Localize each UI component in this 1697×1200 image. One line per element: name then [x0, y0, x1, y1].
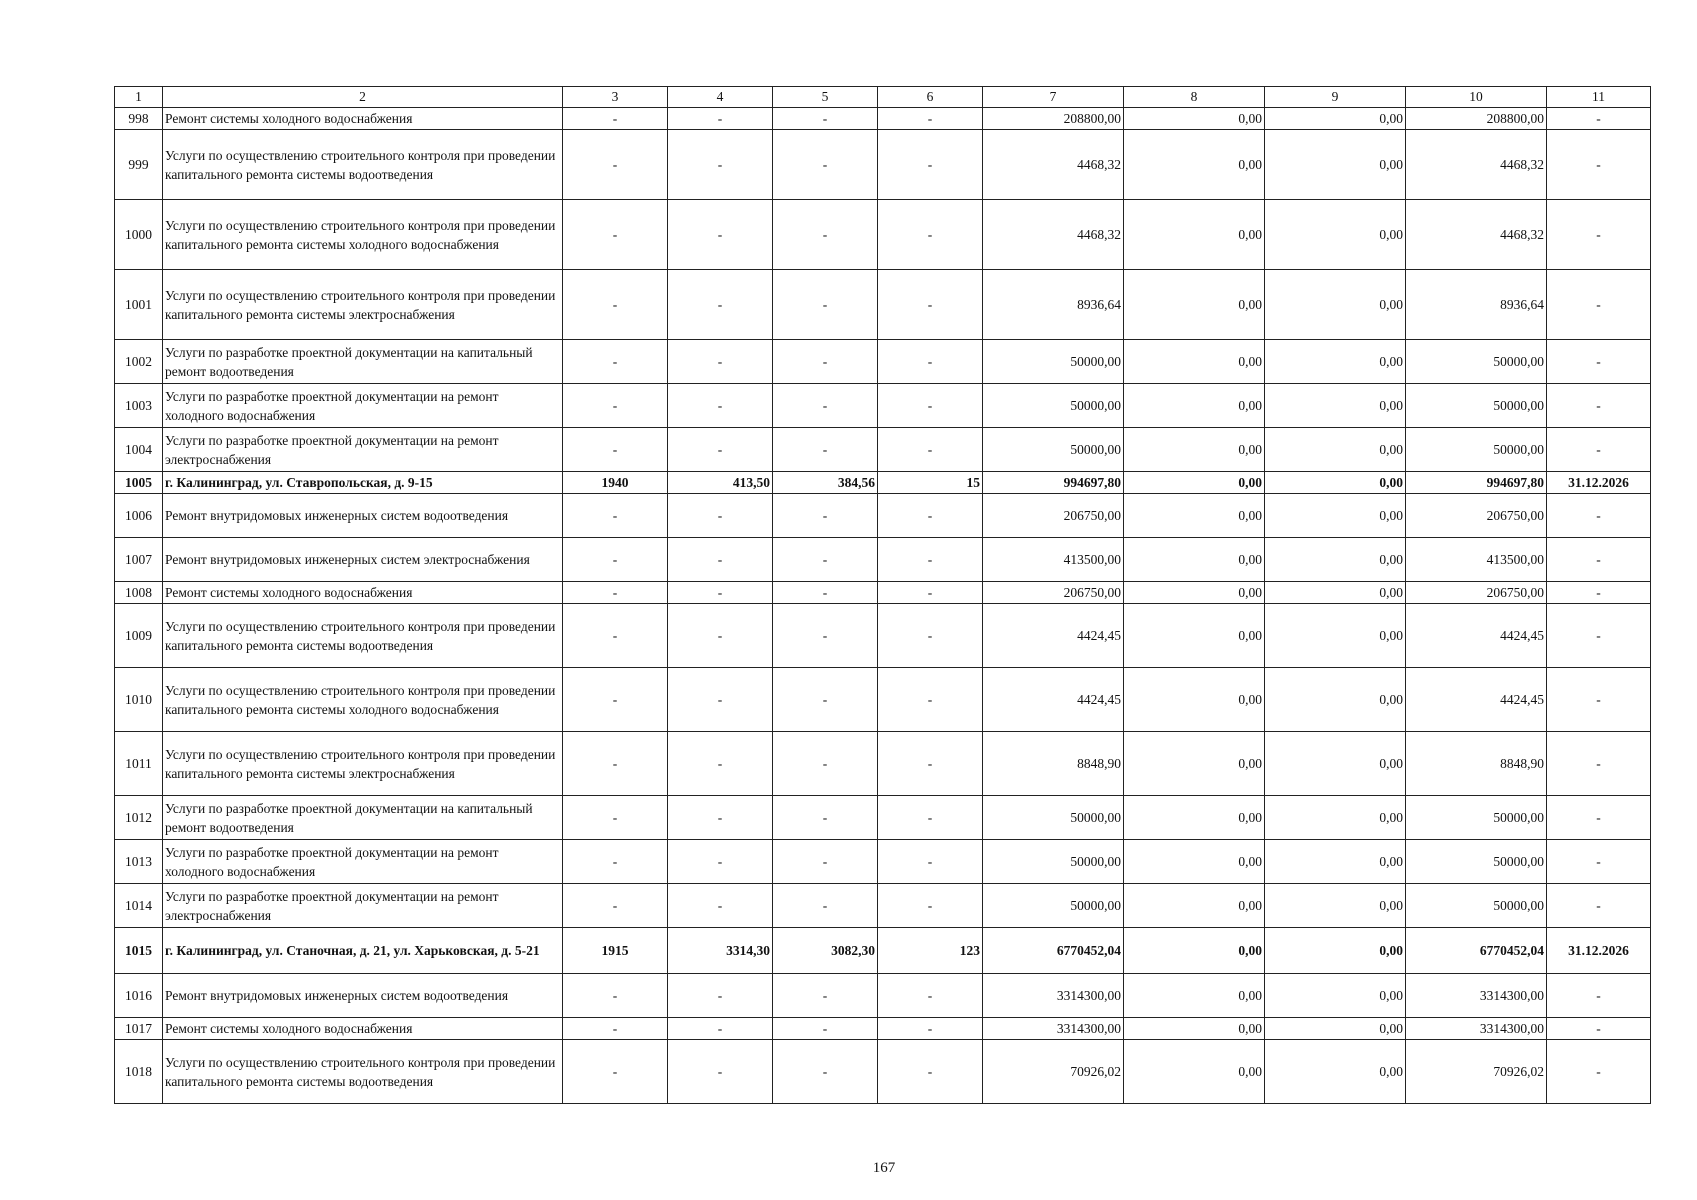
col11-date-cell: - — [1547, 340, 1651, 384]
table-row — [115, 582, 1651, 604]
col8-amount-cell: 0,00 — [1124, 270, 1265, 340]
col7-amount-cell: 50000,00 — [983, 384, 1124, 428]
col8-amount-cell: 0,00 — [1124, 538, 1265, 582]
table-row — [115, 200, 1651, 270]
col6-cell: - — [878, 428, 983, 472]
row-number-cell: 1006 — [115, 494, 163, 538]
col5-cell: - — [773, 1018, 878, 1040]
col7-amount-cell: 50000,00 — [983, 340, 1124, 384]
col8-amount-cell: 0,00 — [1124, 668, 1265, 732]
col10-amount-cell: 50000,00 — [1406, 340, 1547, 384]
col4-cell: - — [668, 796, 773, 840]
col3-cell: - — [563, 428, 668, 472]
col5-cell: - — [773, 384, 878, 428]
col5-cell: - — [773, 538, 878, 582]
col6-cell: - — [878, 340, 983, 384]
capital-repair-table — [114, 86, 1651, 1104]
column-number-header-row — [115, 87, 1651, 108]
col9-amount-cell: 0,00 — [1265, 884, 1406, 928]
col10-amount-cell: 70926,02 — [1406, 1040, 1547, 1104]
row-number-cell: 1014 — [115, 884, 163, 928]
row-number-cell: 1009 — [115, 604, 163, 668]
col8-amount-cell: 0,00 — [1124, 428, 1265, 472]
col8-amount-cell: 0,00 — [1124, 1018, 1265, 1040]
col10-amount-cell: 50000,00 — [1406, 884, 1547, 928]
col4-cell: - — [668, 130, 773, 200]
col9-amount-cell: 0,00 — [1265, 1040, 1406, 1104]
col7-amount-cell: 206750,00 — [983, 582, 1124, 604]
column-header: 10 — [1406, 87, 1547, 108]
col8-amount-cell: 0,00 — [1124, 604, 1265, 668]
column-header: 11 — [1547, 87, 1651, 108]
column-header: 3 — [563, 87, 668, 108]
col9-amount-cell: 0,00 — [1265, 428, 1406, 472]
col5-cell: - — [773, 428, 878, 472]
col6-cell: - — [878, 796, 983, 840]
col9-amount-cell: 0,00 — [1265, 668, 1406, 732]
table-row — [115, 340, 1651, 384]
col9-amount-cell: 0,00 — [1265, 928, 1406, 974]
col9-amount-cell: 0,00 — [1265, 472, 1406, 494]
col5-cell: - — [773, 1040, 878, 1104]
col11-date-cell: - — [1547, 384, 1651, 428]
table-row — [115, 840, 1651, 884]
col3-cell: - — [563, 270, 668, 340]
col5-cell: - — [773, 604, 878, 668]
col4-cell: - — [668, 494, 773, 538]
row-number-cell: 1007 — [115, 538, 163, 582]
row-number-cell: 1010 — [115, 668, 163, 732]
col8-amount-cell: 0,00 — [1124, 472, 1265, 494]
col11-date-cell: - — [1547, 732, 1651, 796]
col9-amount-cell: 0,00 — [1265, 130, 1406, 200]
col6-cell: - — [878, 384, 983, 428]
col4-cell: - — [668, 340, 773, 384]
row-number-cell: 1005 — [115, 472, 163, 494]
work-description-cell: Услуги по разработке проектной документации на капитальный ремонт водоотведения — [163, 340, 563, 384]
col4-cell: - — [668, 384, 773, 428]
col6-cell: - — [878, 130, 983, 200]
table-row — [115, 884, 1651, 928]
page-number: 167 — [872, 1160, 896, 1176]
col6-cell: - — [878, 200, 983, 270]
col10-amount-cell: 4424,45 — [1406, 604, 1547, 668]
col3-cell: 1915 — [563, 928, 668, 974]
col4-cell: - — [668, 1018, 773, 1040]
col8-amount-cell: 0,00 — [1124, 884, 1265, 928]
col5-cell: - — [773, 270, 878, 340]
col11-date-cell: - — [1547, 428, 1651, 472]
col10-amount-cell: 413500,00 — [1406, 538, 1547, 582]
col5-cell: - — [773, 340, 878, 384]
col11-date-cell: - — [1547, 604, 1651, 668]
work-description-cell: Ремонт системы холодного водоснабжения — [163, 1018, 563, 1040]
work-description-cell: Ремонт внутридомовых инженерных систем водоотведения — [163, 974, 563, 1018]
col11-date-cell: 31.12.2026 — [1547, 472, 1651, 494]
col6-cell: - — [878, 582, 983, 604]
work-description-cell: Услуги по осуществлению строительного контроля при проведении капитального ремонта системы холодного водоснабжения — [163, 668, 563, 732]
table-row — [115, 428, 1651, 472]
col4-cell: - — [668, 428, 773, 472]
col11-date-cell: - — [1547, 668, 1651, 732]
col7-amount-cell: 4424,45 — [983, 668, 1124, 732]
col4-cell: - — [668, 1040, 773, 1104]
col7-amount-cell: 8936,64 — [983, 270, 1124, 340]
row-number-cell: 1001 — [115, 270, 163, 340]
col7-amount-cell: 8848,90 — [983, 732, 1124, 796]
col11-date-cell: - — [1547, 582, 1651, 604]
col10-amount-cell: 50000,00 — [1406, 384, 1547, 428]
col5-cell: 3082,30 — [773, 928, 878, 974]
col8-amount-cell: 0,00 — [1124, 840, 1265, 884]
col7-amount-cell: 206750,00 — [983, 494, 1124, 538]
table-row — [115, 1040, 1651, 1104]
row-number-cell: 1015 — [115, 928, 163, 974]
col8-amount-cell: 0,00 — [1124, 582, 1265, 604]
col5-cell: - — [773, 130, 878, 200]
col10-amount-cell: 8936,64 — [1406, 270, 1547, 340]
col10-amount-cell: 4468,32 — [1406, 130, 1547, 200]
col5-cell: - — [773, 884, 878, 928]
col6-cell: - — [878, 668, 983, 732]
col4-cell: - — [668, 270, 773, 340]
col3-cell: - — [563, 582, 668, 604]
col9-amount-cell: 0,00 — [1265, 538, 1406, 582]
col3-cell: - — [563, 1040, 668, 1104]
work-description-cell: Услуги по разработке проектной документации на ремонт холодного водоснабжения — [163, 840, 563, 884]
col8-amount-cell: 0,00 — [1124, 108, 1265, 130]
row-number-cell: 1000 — [115, 200, 163, 270]
col6-cell: - — [878, 494, 983, 538]
row-number-cell: 1002 — [115, 340, 163, 384]
row-number-cell: 1016 — [115, 974, 163, 1018]
table-row — [115, 1018, 1651, 1040]
row-number-cell: 1003 — [115, 384, 163, 428]
col10-amount-cell: 994697,80 — [1406, 472, 1547, 494]
column-header: 9 — [1265, 87, 1406, 108]
col11-date-cell: - — [1547, 270, 1651, 340]
col10-amount-cell: 50000,00 — [1406, 428, 1547, 472]
row-number-cell: 998 — [115, 108, 163, 130]
col7-amount-cell: 3314300,00 — [983, 974, 1124, 1018]
col7-amount-cell: 50000,00 — [983, 840, 1124, 884]
work-description-cell: Услуги по разработке проектной документации на ремонт электроснабжения — [163, 884, 563, 928]
work-description-cell: Услуги по осуществлению строительного контроля при проведении капитального ремонта системы холодного водоснабжения — [163, 200, 563, 270]
col4-cell: - — [668, 582, 773, 604]
col11-date-cell: - — [1547, 494, 1651, 538]
col6-cell: - — [878, 604, 983, 668]
column-header: 5 — [773, 87, 878, 108]
col7-amount-cell: 994697,80 — [983, 472, 1124, 494]
col11-date-cell: 31.12.2026 — [1547, 928, 1651, 974]
table-row — [115, 668, 1651, 732]
col5-cell: - — [773, 108, 878, 130]
work-description-cell: г. Калининград, ул. Ставропольская, д. 9-15 — [163, 472, 563, 494]
col3-cell: - — [563, 494, 668, 538]
col10-amount-cell: 50000,00 — [1406, 840, 1547, 884]
work-description-cell: Ремонт системы холодного водоснабжения — [163, 582, 563, 604]
col3-cell: - — [563, 974, 668, 1018]
column-header: 2 — [163, 87, 563, 108]
address-summary-row — [115, 928, 1651, 974]
table-row — [115, 604, 1651, 668]
col4-cell: - — [668, 604, 773, 668]
col6-cell: - — [878, 1018, 983, 1040]
col3-cell: - — [563, 538, 668, 582]
col8-amount-cell: 0,00 — [1124, 384, 1265, 428]
row-number-cell: 1012 — [115, 796, 163, 840]
col4-cell: - — [668, 538, 773, 582]
col3-cell: - — [563, 604, 668, 668]
col11-date-cell: - — [1547, 796, 1651, 840]
col7-amount-cell: 50000,00 — [983, 884, 1124, 928]
work-description-cell: Ремонт внутридомовых инженерных систем электроснабжения — [163, 538, 563, 582]
col8-amount-cell: 0,00 — [1124, 796, 1265, 840]
column-header: 6 — [878, 87, 983, 108]
col8-amount-cell: 0,00 — [1124, 494, 1265, 538]
col4-cell: - — [668, 200, 773, 270]
col4-cell: 3314,30 — [668, 928, 773, 974]
col6-cell: - — [878, 732, 983, 796]
col6-cell: - — [878, 974, 983, 1018]
col7-amount-cell: 50000,00 — [983, 428, 1124, 472]
col9-amount-cell: 0,00 — [1265, 582, 1406, 604]
col11-date-cell: - — [1547, 108, 1651, 130]
work-description-cell: Ремонт внутридомовых инженерных систем водоотведения — [163, 494, 563, 538]
col3-cell: - — [563, 668, 668, 732]
address-summary-row — [115, 472, 1651, 494]
col4-cell: - — [668, 974, 773, 1018]
col5-cell: - — [773, 494, 878, 538]
col8-amount-cell: 0,00 — [1124, 130, 1265, 200]
col11-date-cell: - — [1547, 974, 1651, 1018]
col4-cell: - — [668, 668, 773, 732]
col6-cell: 15 — [878, 472, 983, 494]
col7-amount-cell: 70926,02 — [983, 1040, 1124, 1104]
col10-amount-cell: 208800,00 — [1406, 108, 1547, 130]
col9-amount-cell: 0,00 — [1265, 200, 1406, 270]
col4-cell: 413,50 — [668, 472, 773, 494]
col5-cell: - — [773, 840, 878, 884]
col6-cell: - — [878, 1040, 983, 1104]
col3-cell: - — [563, 840, 668, 884]
col9-amount-cell: 0,00 — [1265, 732, 1406, 796]
work-description-cell: Услуги по разработке проектной документации на ремонт холодного водоснабжения — [163, 384, 563, 428]
col5-cell: - — [773, 974, 878, 1018]
row-number-cell: 1017 — [115, 1018, 163, 1040]
row-number-cell: 1018 — [115, 1040, 163, 1104]
col10-amount-cell: 206750,00 — [1406, 582, 1547, 604]
col9-amount-cell: 0,00 — [1265, 384, 1406, 428]
col6-cell: 123 — [878, 928, 983, 974]
col4-cell: - — [668, 108, 773, 130]
work-description-cell: Ремонт системы холодного водоснабжения — [163, 108, 563, 130]
col10-amount-cell: 206750,00 — [1406, 494, 1547, 538]
col4-cell: - — [668, 732, 773, 796]
work-description-cell: Услуги по осуществлению строительного контроля при проведении капитального ремонта системы электроснабжения — [163, 732, 563, 796]
col10-amount-cell: 6770452,04 — [1406, 928, 1547, 974]
row-number-cell: 1004 — [115, 428, 163, 472]
col7-amount-cell: 208800,00 — [983, 108, 1124, 130]
col10-amount-cell: 4424,45 — [1406, 668, 1547, 732]
col9-amount-cell: 0,00 — [1265, 108, 1406, 130]
col3-cell: 1940 — [563, 472, 668, 494]
column-header: 1 — [115, 87, 163, 108]
col5-cell: - — [773, 668, 878, 732]
col10-amount-cell: 8848,90 — [1406, 732, 1547, 796]
col11-date-cell: - — [1547, 200, 1651, 270]
col7-amount-cell: 6770452,04 — [983, 928, 1124, 974]
col9-amount-cell: 0,00 — [1265, 494, 1406, 538]
col11-date-cell: - — [1547, 538, 1651, 582]
col9-amount-cell: 0,00 — [1265, 796, 1406, 840]
col6-cell: - — [878, 840, 983, 884]
col5-cell: - — [773, 582, 878, 604]
col10-amount-cell: 3314300,00 — [1406, 1018, 1547, 1040]
work-description-cell: Услуги по осуществлению строительного контроля при проведении капитального ремонта системы водоотведения — [163, 604, 563, 668]
col7-amount-cell: 4424,45 — [983, 604, 1124, 668]
table-row — [115, 538, 1651, 582]
col3-cell: - — [563, 884, 668, 928]
col3-cell: - — [563, 130, 668, 200]
col7-amount-cell: 413500,00 — [983, 538, 1124, 582]
col4-cell: - — [668, 884, 773, 928]
work-description-cell: г. Калининград, ул. Станочная, д. 21, ул. Харьковская, д. 5-21 — [163, 928, 563, 974]
col11-date-cell: - — [1547, 130, 1651, 200]
table-row — [115, 732, 1651, 796]
col9-amount-cell: 0,00 — [1265, 340, 1406, 384]
col6-cell: - — [878, 884, 983, 928]
col11-date-cell: - — [1547, 1040, 1651, 1104]
table-row — [115, 974, 1651, 1018]
col10-amount-cell: 50000,00 — [1406, 796, 1547, 840]
col9-amount-cell: 0,00 — [1265, 974, 1406, 1018]
col9-amount-cell: 0,00 — [1265, 270, 1406, 340]
col8-amount-cell: 0,00 — [1124, 1040, 1265, 1104]
col8-amount-cell: 0,00 — [1124, 200, 1265, 270]
col3-cell: - — [563, 796, 668, 840]
column-header: 4 — [668, 87, 773, 108]
col3-cell: - — [563, 200, 668, 270]
work-description-cell: Услуги по осуществлению строительного контроля при проведении капитального ремонта системы электроснабжения — [163, 270, 563, 340]
work-description-cell: Услуги по разработке проектной документации на ремонт электроснабжения — [163, 428, 563, 472]
col11-date-cell: - — [1547, 884, 1651, 928]
col9-amount-cell: 0,00 — [1265, 1018, 1406, 1040]
work-description-cell: Услуги по осуществлению строительного контроля при проведении капитального ремонта системы водоотведения — [163, 1040, 563, 1104]
row-number-cell: 1011 — [115, 732, 163, 796]
table-row — [115, 384, 1651, 428]
col7-amount-cell: 50000,00 — [983, 796, 1124, 840]
row-number-cell: 1013 — [115, 840, 163, 884]
row-number-cell: 999 — [115, 130, 163, 200]
col6-cell: - — [878, 538, 983, 582]
col11-date-cell: - — [1547, 1018, 1651, 1040]
col9-amount-cell: 0,00 — [1265, 840, 1406, 884]
col3-cell: - — [563, 108, 668, 130]
col7-amount-cell: 3314300,00 — [983, 1018, 1124, 1040]
col3-cell: - — [563, 1018, 668, 1040]
col5-cell: 384,56 — [773, 472, 878, 494]
column-header: 8 — [1124, 87, 1265, 108]
col8-amount-cell: 0,00 — [1124, 974, 1265, 1018]
col8-amount-cell: 0,00 — [1124, 340, 1265, 384]
table-row — [115, 494, 1651, 538]
col6-cell: - — [878, 108, 983, 130]
col3-cell: - — [563, 732, 668, 796]
table-row — [115, 796, 1651, 840]
table-row — [115, 130, 1651, 200]
col5-cell: - — [773, 200, 878, 270]
col7-amount-cell: 4468,32 — [983, 200, 1124, 270]
col9-amount-cell: 0,00 — [1265, 604, 1406, 668]
col6-cell: - — [878, 270, 983, 340]
col5-cell: - — [773, 796, 878, 840]
work-description-cell: Услуги по разработке проектной документации на капитальный ремонт водоотведения — [163, 796, 563, 840]
col11-date-cell: - — [1547, 840, 1651, 884]
column-header: 7 — [983, 87, 1124, 108]
work-description-cell: Услуги по осуществлению строительного контроля при проведении капитального ремонта системы водоотведения — [163, 130, 563, 200]
col5-cell: - — [773, 732, 878, 796]
col8-amount-cell: 0,00 — [1124, 732, 1265, 796]
row-number-cell: 1008 — [115, 582, 163, 604]
col3-cell: - — [563, 340, 668, 384]
table-row — [115, 270, 1651, 340]
col8-amount-cell: 0,00 — [1124, 928, 1265, 974]
table-row — [115, 108, 1651, 130]
col10-amount-cell: 3314300,00 — [1406, 974, 1547, 1018]
col10-amount-cell: 4468,32 — [1406, 200, 1547, 270]
col3-cell: - — [563, 384, 668, 428]
col4-cell: - — [668, 840, 773, 884]
col7-amount-cell: 4468,32 — [983, 130, 1124, 200]
